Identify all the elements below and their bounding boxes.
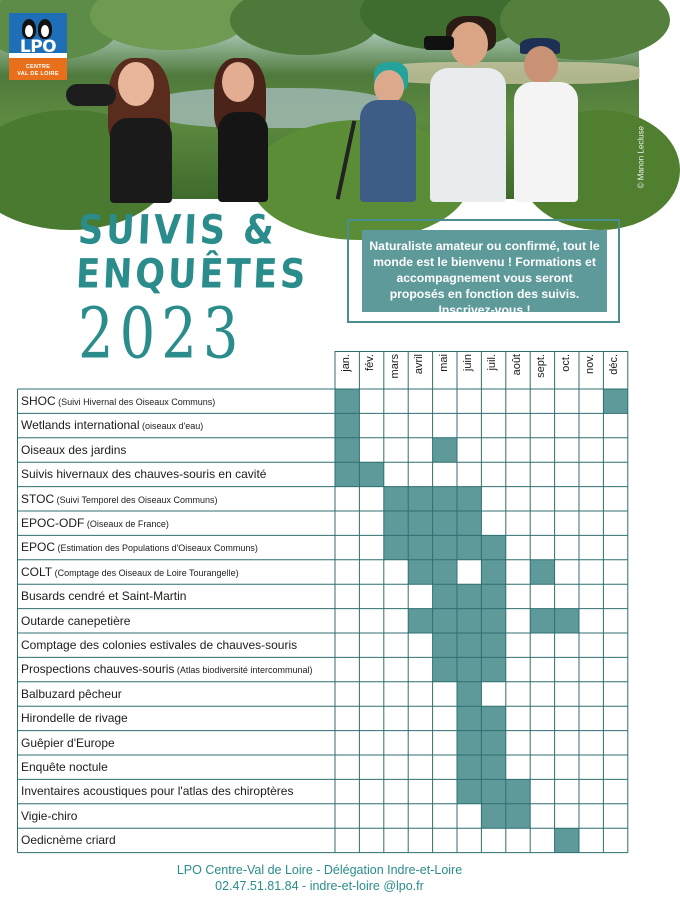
- survey-detail: (Estimation des Populations d'Oiseaux Communs): [55, 543, 258, 554]
- active-month-cell: [481, 657, 505, 681]
- info-box: Naturaliste amateur ou confirmé, tout le monde est le bienvenu ! Formations et accompagnement vous seront proposés en fonction des suivis. Inscrivez-vous !: [362, 230, 607, 312]
- month-header: août: [510, 354, 523, 376]
- active-month-cell: [384, 511, 408, 535]
- active-month-cell: [433, 511, 457, 535]
- survey-row-label: [21, 706, 128, 730]
- survey-row-label: [21, 535, 258, 559]
- active-month-cell: [433, 535, 457, 559]
- active-month-cell: [457, 633, 481, 657]
- active-month-cell: [457, 731, 481, 755]
- survey-name: Busards cendré et Saint-Martin: [21, 589, 187, 604]
- survey-name: Oiseaux des jardins: [21, 442, 127, 457]
- active-month-cell: [481, 609, 505, 633]
- month-header: juil.: [486, 354, 499, 371]
- title-year: 2023: [78, 293, 245, 375]
- active-month-cell: [335, 389, 359, 413]
- survey-name: Prospections chauves-souris: [21, 662, 175, 677]
- lpo-logo: [9, 13, 67, 80]
- survey-name: Outarde canepetière: [21, 613, 131, 628]
- active-month-cell: [408, 560, 432, 584]
- active-month-cell: [384, 487, 408, 511]
- active-month-cell: [408, 487, 432, 511]
- survey-name: Enquête noctule: [21, 760, 108, 774]
- logo-name: LPO: [19, 37, 57, 57]
- survey-name: Guêpier d'Europe: [21, 735, 115, 750]
- active-month-cell: [457, 657, 481, 681]
- survey-row-label: [21, 804, 77, 828]
- survey-name: STOC: [21, 491, 55, 506]
- active-month-cell: [457, 535, 481, 559]
- active-month-cell: [408, 535, 432, 559]
- active-month-cell: [481, 584, 505, 608]
- survey-row-label: [21, 731, 115, 755]
- photo-credit: © Manon Lecluse: [636, 126, 645, 189]
- active-month-cell: [433, 487, 457, 511]
- active-month-cell: [433, 584, 457, 608]
- survey-detail: (Suivi Temporel des Oiseaux Communs): [54, 494, 218, 505]
- active-month-cell: [433, 438, 457, 462]
- active-month-cell: [433, 560, 457, 584]
- active-month-cell: [335, 462, 359, 486]
- survey-row-label: [21, 487, 218, 511]
- survey-detail: (Oiseaux de France): [84, 519, 169, 529]
- active-month-cell: [457, 511, 481, 535]
- survey-row-label: [21, 511, 169, 535]
- active-month-cell: [433, 633, 457, 657]
- active-month-cell: [555, 609, 579, 633]
- survey-row-label: [21, 462, 266, 486]
- survey-detail: (Comptage des Oiseaux de Loire Tourangelle): [52, 567, 239, 578]
- survey-name: Comptage des colonies estivales de chauves-souris: [21, 638, 298, 652]
- active-month-cell: [433, 609, 457, 633]
- month-header: nov.: [584, 354, 596, 374]
- survey-name: Vigie-chiro: [21, 808, 78, 823]
- active-month-cell: [530, 560, 554, 584]
- active-month-cell: [555, 828, 579, 852]
- logo-subtitle-2: VAL DE LOIRE: [17, 71, 59, 77]
- active-month-cell: [481, 731, 505, 755]
- month-header: fév.: [364, 354, 377, 371]
- footer-organisation: LPO Centre-Val de Loire - Délégation Indre-et-Loire: [176, 863, 463, 877]
- logo-subtitle-1: CENTRE: [25, 64, 51, 70]
- month-header: déc.: [608, 354, 621, 375]
- survey-row-label: [21, 657, 312, 681]
- survey-calendar-table: [17, 351, 629, 854]
- footer-contact: 02.47.51.81.84 - indre-et-loire @lpo.fr: [215, 879, 424, 893]
- month-header: oct.: [559, 354, 572, 372]
- survey-name: COLT: [21, 564, 53, 579]
- month-header: mai: [437, 354, 450, 372]
- month-header: avril: [413, 354, 426, 375]
- active-month-cell: [408, 511, 432, 535]
- survey-name: Oedicnème criard: [21, 833, 116, 848]
- survey-name: Suivis hivernaux des chauves-souris en cavité: [21, 467, 267, 482]
- survey-detail: (Atlas biodiversité intercommunal): [174, 665, 313, 676]
- survey-name: Balbuzard pêcheur: [21, 686, 122, 701]
- active-month-cell: [481, 535, 505, 559]
- survey-row-label: [21, 828, 116, 852]
- survey-name: EPOC: [21, 540, 56, 555]
- active-month-cell: [481, 706, 505, 730]
- active-month-cell: [457, 584, 481, 608]
- active-month-cell: [603, 389, 627, 413]
- survey-detail: (oiseaux d'eau): [139, 421, 204, 432]
- active-month-cell: [457, 706, 481, 730]
- month-header: mars: [388, 354, 401, 379]
- month-header: juin: [462, 354, 474, 372]
- survey-row-label: [21, 413, 203, 437]
- active-month-cell: [481, 560, 505, 584]
- active-month-cell: [335, 438, 359, 462]
- footer: [0, 862, 639, 894]
- survey-name: Hirondelle de rivage: [21, 711, 128, 726]
- survey-detail: (Suivi Hivernal des Oiseaux Communs): [55, 397, 216, 407]
- survey-name: SHOC: [21, 394, 56, 408]
- month-header: sept.: [535, 354, 548, 378]
- active-month-cell: [457, 609, 481, 633]
- survey-row-label: [21, 755, 108, 779]
- active-month-cell: [335, 413, 359, 437]
- active-month-cell: [481, 804, 505, 828]
- active-month-cell: [481, 633, 505, 657]
- active-month-cell: [457, 779, 481, 803]
- survey-row-label: [21, 779, 293, 803]
- puffin-icon: [22, 19, 36, 39]
- survey-row-label: [21, 633, 297, 657]
- active-month-cell: [457, 682, 481, 706]
- active-month-cell: [408, 609, 432, 633]
- active-month-cell: [457, 755, 481, 779]
- active-month-cell: [384, 535, 408, 559]
- header-photo: [0, 0, 645, 199]
- title-line-2: ENQUÊTES: [74, 251, 310, 298]
- active-month-cell: [506, 779, 530, 803]
- survey-row-label: [21, 438, 126, 462]
- survey-row-label: [21, 609, 130, 633]
- survey-row-label: [21, 560, 239, 584]
- survey-name: EPOC-ODF: [21, 516, 85, 530]
- survey-row-label: [21, 682, 122, 706]
- survey-row-label: [21, 389, 215, 413]
- active-month-cell: [433, 657, 457, 681]
- title-line-1: SUIVIS &: [76, 207, 278, 254]
- survey-name: Inventaires acoustiques pour l'atlas des chiroptères: [21, 784, 294, 799]
- active-month-cell: [530, 609, 554, 633]
- active-month-cell: [359, 462, 383, 486]
- active-month-cell: [506, 804, 530, 828]
- active-month-cell: [457, 487, 481, 511]
- survey-row-label: [21, 584, 186, 608]
- survey-name: Wetlands international: [21, 418, 140, 433]
- month-header: jan.: [340, 354, 352, 372]
- active-month-cell: [481, 755, 505, 779]
- active-month-cell: [481, 779, 505, 803]
- puffin-icon: [38, 19, 52, 39]
